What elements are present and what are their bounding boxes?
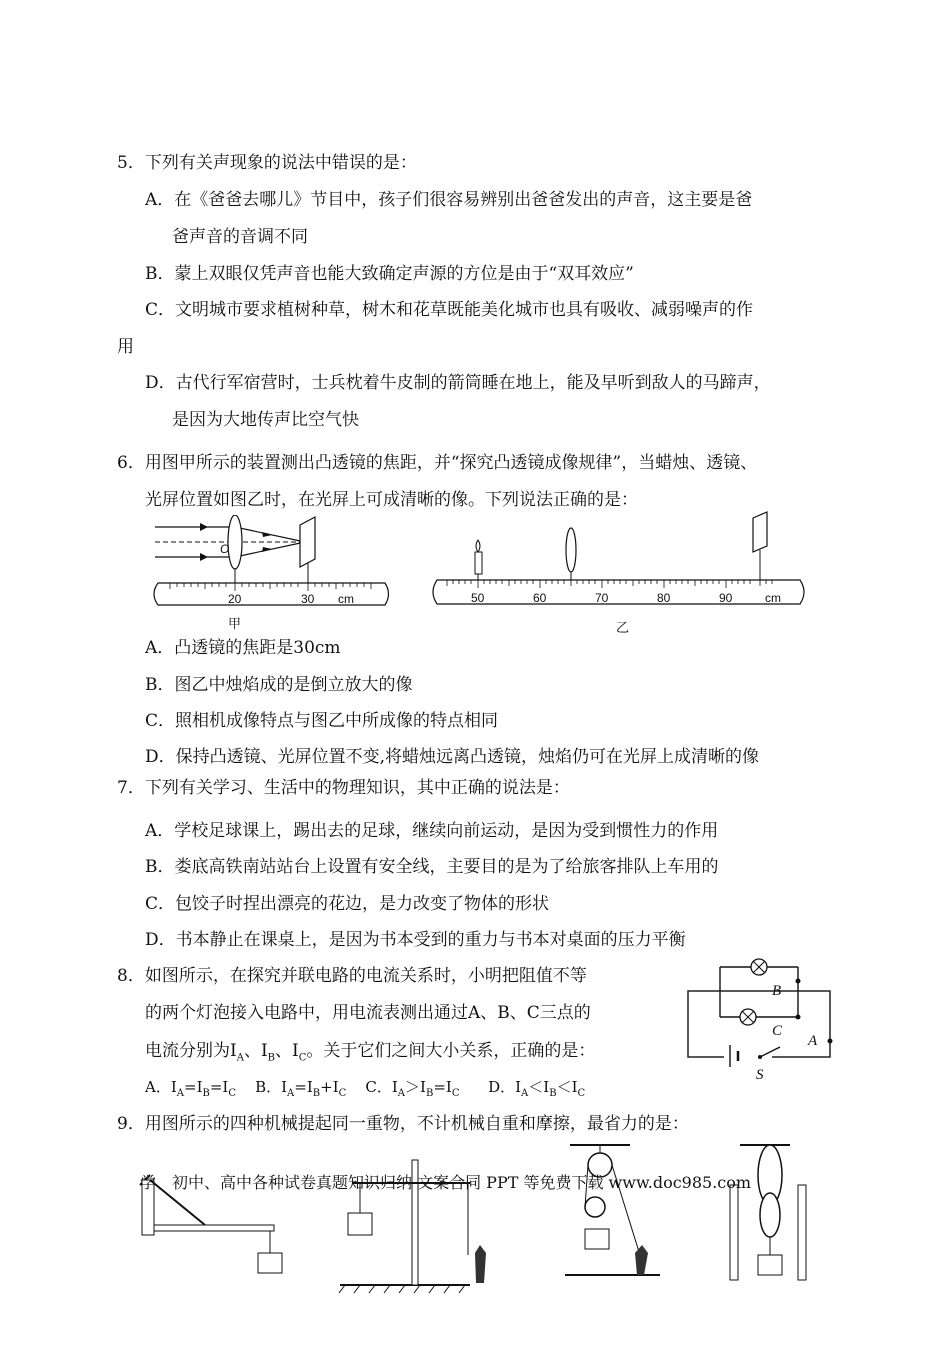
- q7-option-b: B．娄底高铁南站站台上设置有安全线，主要目的是为了给旅客排队上车用的: [145, 857, 719, 877]
- q6-stem: 6．用图甲所示的装置测出凸透镜的焦距，并“探究凸透镜成像规律”，当蜡烛、透镜、: [117, 453, 758, 473]
- yi-tick-90: 90: [719, 591, 733, 605]
- circuit-label-a: A: [808, 1033, 818, 1049]
- jia-o-label: O: [220, 542, 230, 556]
- circuit-label-c: C: [772, 1023, 783, 1039]
- q5-option-b: B．蒙上双眼仅凭声音也能大致确定声源的方位是由于“双耳效应”: [145, 264, 634, 284]
- figure-jia: [140, 515, 400, 640]
- q5-stem: 5．下列有关声现象的说法中错误的是：: [117, 153, 417, 173]
- q5-option-d-cont: 是因为大地传声比空气快: [172, 410, 359, 430]
- yi-tick-70: 70: [595, 591, 609, 605]
- circuit-label-b: B: [772, 983, 782, 999]
- q8-stem-cont2: 电流分别为$I_A$、$I_B$、$I_C$。关于它们之间大小关系，正确的是：: [145, 1041, 596, 1064]
- q6-stem-cont: 光屏位置如图乙时，在光屏上可成清晰的像。下列说法正确的是：: [145, 490, 638, 510]
- q7-option-d: D．书本静止在课桌上，是因为书本受到的重力与书本对桌面的压力平衡: [145, 930, 686, 950]
- q5-option-d: D．古代行军宿营时，士兵枕着牛皮制的箭筒睡在地上，能及早听到敌人的马蹄声，: [145, 373, 771, 393]
- yi-tick-50: 50: [471, 591, 485, 605]
- yi-caption: 乙: [616, 621, 630, 636]
- jia-tick-unit: cm: [338, 592, 354, 606]
- q6-option-c: C．照相机成像特点与图乙中所成像的特点相同: [145, 711, 499, 731]
- yi-tick-60: 60: [533, 591, 547, 605]
- q7-option-a: A．学校足球课上，踢出去的足球，继续向前运动，是因为受到惯性力的作用: [145, 821, 719, 841]
- q9-stem: 9．用图所示的四种机械提起同一重物，不计机械自重和摩擦，最省力的是：: [117, 1114, 689, 1134]
- q5-option-c-cont: 用: [117, 337, 134, 357]
- q8-stem-cont: 的两个灯泡接入电路中，用电流表测出通过A、B、C三点的: [145, 1003, 591, 1023]
- q5-option-c: C．文明城市要求植树种草，树木和花草既能美化城市也具有吸收、减弱噪声的作: [145, 300, 754, 320]
- q8-stem: 8．如图所示，在探究并联电路的电流关系时，小明把阻值不等: [117, 966, 587, 986]
- jia-caption: 甲: [228, 617, 242, 632]
- circuit-label-s: S: [756, 1067, 764, 1083]
- q7-option-c: C．包饺子时捏出漂亮的花边，是力改变了物体的形状: [145, 894, 550, 914]
- figure-machines: [130, 1135, 830, 1295]
- q6-option-a: A．凸透镜的焦距是30cm: [145, 638, 341, 658]
- q5-option-a: A．在《爸爸去哪儿》节目中，孩子们很容易辨别出爸爸发出的声音，这主要是爸: [145, 190, 753, 210]
- q6-option-d: D．保持凸透镜、光屏位置不变,将蜡烛远离凸透镜，烛焰仍可在光屏上成清晰的像: [145, 747, 760, 767]
- figure-circuit: [680, 955, 840, 1085]
- jia-tick-20: 20: [228, 592, 242, 606]
- yi-tick-unit: cm: [765, 591, 781, 605]
- jia-tick-30: 30: [301, 592, 315, 606]
- figure-yi: [425, 510, 815, 620]
- q5-option-a-cont: 爸声音的音调不同: [172, 227, 308, 247]
- watermark-text: 学、初中、高中各种试卷真题知识归纳 文案合同 PPT 等免费下载 www.doc985.com: [140, 1173, 752, 1192]
- q6-option-b: B．图乙中烛焰成的是倒立放大的像: [145, 675, 413, 695]
- q8-options: A．$I_A=I_B=I_C$ B．$I_A=I_B+I_C$ C．$I_A>I_B=I_C$ D．$I_A<I_B<I_C$: [145, 1078, 586, 1099]
- q7-stem: 7．下列有关学习、生活中的物理知识，其中正确的说法是：: [117, 778, 570, 798]
- yi-tick-80: 80: [657, 591, 671, 605]
